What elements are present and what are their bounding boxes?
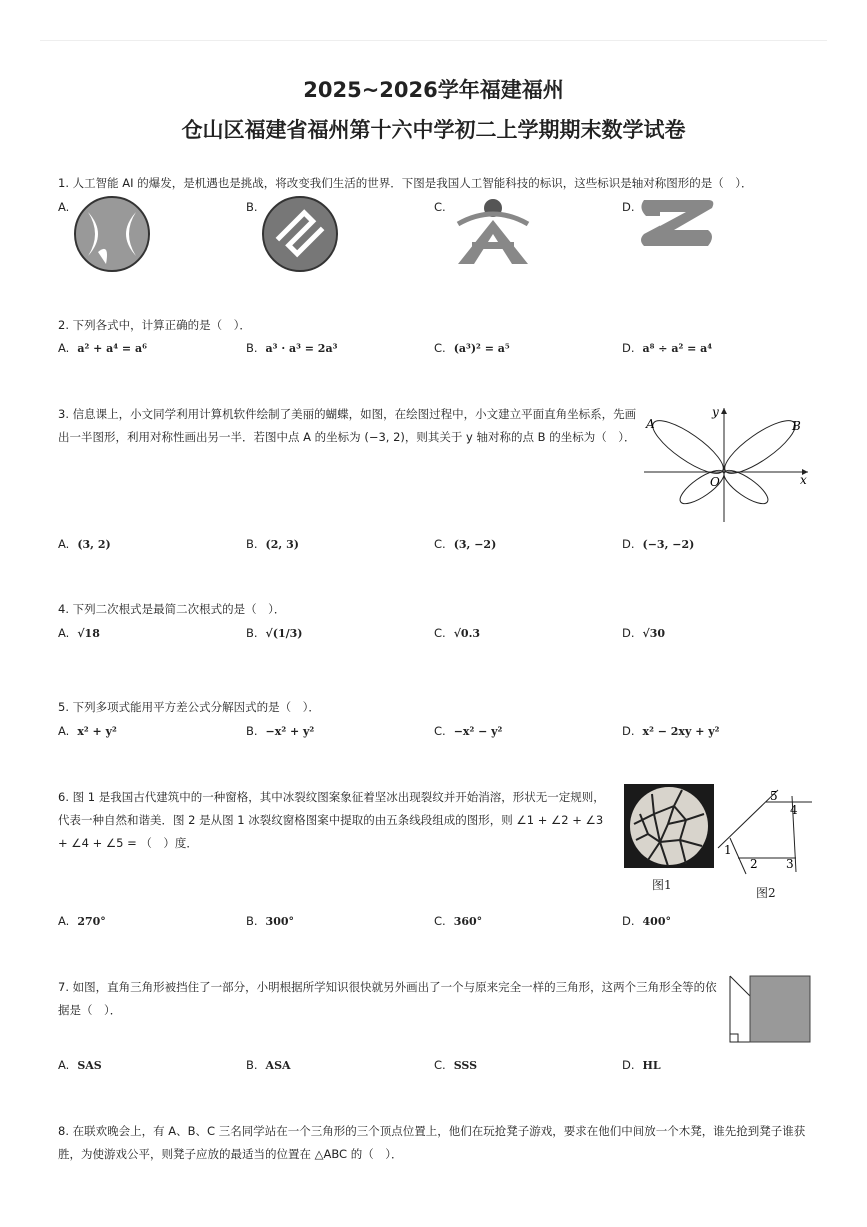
question-4-option-b[interactable]: B. √(1/3)	[246, 626, 303, 640]
question-3-option-b[interactable]: B. (2, 3)	[246, 537, 299, 551]
figure-1-caption: 图1	[652, 878, 672, 892]
question-5-stem: 5. 下列多项式能用平方差公式分解因式的是（ ）．	[58, 700, 320, 714]
point-a-label: A	[646, 417, 655, 431]
x-axis-label: x	[800, 473, 807, 487]
question-4-option-d[interactable]: D. √30	[622, 626, 666, 640]
logo-b-image	[260, 194, 340, 274]
question-5-option-d[interactable]: D. x² − 2xy + y²	[622, 724, 720, 738]
question-7-option-b[interactable]: B. ASA	[246, 1058, 291, 1072]
logo-c-image	[448, 194, 538, 266]
question-2-option-c[interactable]: C. (a³)² = a⁵	[434, 341, 510, 355]
question-7-option-c[interactable]: C. SSS	[434, 1058, 478, 1072]
page-title-line1: 2025~2026学年福建福州	[303, 78, 564, 102]
question-4-option-c[interactable]: C. √0.3	[434, 626, 481, 640]
question-1-option-a[interactable]: A.	[58, 200, 70, 214]
logo-d-image	[638, 196, 718, 250]
question-6-option-d[interactable]: D. 400°	[622, 914, 671, 928]
question-3-stem: 3. 信息课上，小文同学利用计算机软件绘制了美丽的蝴蝶，如图，在绘图过程中，小文建立平面直角坐标系，先画出一半图形，利用对称性画出另一半．若图中点 A 的坐标为 (−3, 2)，则其关于 y 轴对称的点 B 的坐标为（ ）．	[58, 407, 637, 444]
question-1-option-c[interactable]: C.	[434, 200, 446, 214]
top-rule	[40, 40, 827, 41]
y-axis-label: y	[712, 405, 719, 419]
angle-1-label: 1	[724, 843, 732, 857]
question-6-option-b[interactable]: B. 300°	[246, 914, 295, 928]
five-segment-figure	[716, 786, 816, 876]
angle-4-label: 4	[790, 803, 798, 817]
question-1-option-d[interactable]: D.	[622, 200, 635, 214]
question-5-option-a[interactable]: A. x² + y²	[58, 724, 117, 738]
point-b-label: B	[792, 419, 801, 433]
question-7-stem: 7. 如图，直角三角形被挡住了一部分，小明根据所学知识很快就另外画出了一个与原来完全一样的三角形，这两个三角形全等的依据是（ ）．	[58, 980, 717, 1017]
question-6-stem: 6. 图 1 是我国古代建筑中的一种窗格，其中冰裂纹图案象征着坚冰出现裂纹并开始消溶，形状无一定规则，代表一种自然和谐美．图 2 是从图 1 冰裂纹窗格图案中提取的由五条线段组成的图形，则 ∠1 + ∠2 + ∠3 + ∠4 + ∠5 = （ ）度．	[58, 790, 605, 850]
angle-3-label: 3	[786, 857, 794, 871]
butterfly-figure	[640, 402, 815, 527]
question-3-option-d[interactable]: D. (−3, −2)	[622, 537, 695, 551]
question-3-option-a[interactable]: A. (3, 2)	[58, 537, 111, 551]
figure-2-caption: 图2	[756, 886, 776, 900]
question-1-stem: 1. 人工智能 AI 的爆发，是机遇也是挑战，将改变我们生活的世界．下图是我国人工智能科技的标识，这些标识是轴对称图形的是（ ）．	[58, 176, 753, 190]
page-title-line2: 仓山区福建省福州第十六中学初二上学期期末数学试卷	[181, 118, 686, 142]
question-2-stem: 2. 下列各式中，计算正确的是（ ）．	[58, 318, 251, 332]
logo-a-image	[72, 194, 152, 274]
question-2-option-b[interactable]: B. a³ · a³ = 2a³	[246, 341, 338, 355]
question-1-option-b[interactable]: B.	[246, 200, 258, 214]
question-4-option-a[interactable]: A. √18	[58, 626, 100, 640]
question-7-option-d[interactable]: D. HL	[622, 1058, 661, 1072]
question-5-option-b[interactable]: B. −x² + y²	[246, 724, 315, 738]
ice-crack-window-figure	[624, 784, 714, 868]
covered-triangle-figure	[726, 972, 812, 1046]
question-6-option-c[interactable]: C. 360°	[434, 914, 483, 928]
question-7-option-a[interactable]: A. SAS	[58, 1058, 102, 1072]
question-6-option-a[interactable]: A. 270°	[58, 914, 106, 928]
angle-5-label: 5	[770, 789, 778, 803]
question-4-stem: 4. 下列二次根式是最简二次根式的是（ ）．	[58, 602, 286, 616]
origin-label: O	[710, 475, 720, 489]
question-2-option-a[interactable]: A. a² + a⁴ = a⁶	[58, 341, 147, 355]
question-2-option-d[interactable]: D. a⁸ ÷ a² = a⁴	[622, 341, 713, 355]
angle-2-label: 2	[750, 857, 758, 871]
question-5-option-c[interactable]: C. −x² − y²	[434, 724, 503, 738]
question-8-stem: 8. 在联欢晚会上，有 A、B、C 三名同学站在一个三角形的三个顶点位置上，他们在玩抢凳子游戏，要求在他们中间放一个木凳，谁先抢到凳子谁获胜，为使游戏公平，则凳子应放的最适当的位置在 △ABC 的（ ）．	[58, 1124, 806, 1161]
question-3-option-c[interactable]: C. (3, −2)	[434, 537, 497, 551]
